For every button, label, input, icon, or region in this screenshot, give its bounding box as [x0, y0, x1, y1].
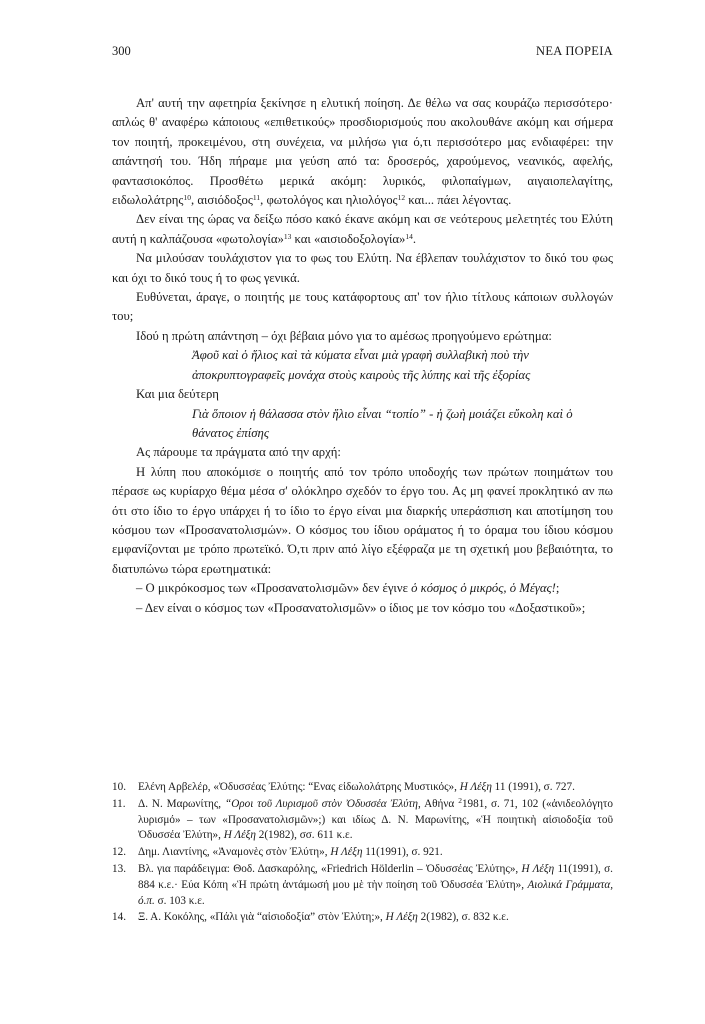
paragraph: Απ' αυτή την αφετηρία ξεκίνησε η ελυτική ποίηση. Δε θέλω να σας κουράζω περισσότερο· απλώς θ' αναφέρω κάποιους «επιθετικούς» προσδιορισμούς που ακολουθάνε ακόμη και σήμερα τον ποιητή, προκειμένου, στη συνέχεια, να μιλήσω για ό,τι περισσότερο μας ενδιαφέρει: την απάντησή του. Ήδη πήραμε μια γεύση από τα: δροσερός, χαρούμενος, νεανικός, αφελής, φαντασιοκόπος. Προσθέτω μερικά ακόμη: λυρικός, φιλοπαίγμων, αιγαιοπελαγίτης, ειδωλολάτρης$^{10}$, αισιόδοξος$^{11}$, φωτολόγος και ηλιολόγος$^{12}$ και... πάει λέγοντας.: [112, 96, 613, 208]
main-text: [112, 94, 613, 618]
poem-quote: Γιὰ ὅποιον ἡ θάλασσα στὸν ἥλιο εἶναι “τοπίο” - ἡ ζωὴ μοιάζει εὔκολη καὶ ὁ θάνατος ἐπίσης: [192, 406, 573, 440]
paragraph: Η λύπη που αποκόμισε ο ποιητής από τον τρόπο υποδοχής των πρώτων ποιημάτων του πέρασε ως κυρίαρχο θέμα μέσα σ' ολόκληρο σχεδόν το έργο του. Ας μη φανεί προκλητικό αν πω ότι στο ίδιο το έργο υπάρχει ή το ίδιο το έργο είναι μια διαρκής υπεράσπιση και αποτίμηση του κόσμου των «Προσανατολισμών». Ο κόσμος του ίδιου οράματος ή το όραμα του ίδιου κόσμου εμφανίζονται με τρόπο πρωτεϊκό. Ό,τι πριν από λίγο εξέφραζα με τη σχετική μου βεβαιότητα, το διατυπώνω τώρα ερωτηματικά:: [112, 464, 613, 576]
footnote: 14. Ξ. Α. Κοκόλης, «Πάλι γιὰ “αἰσιοδοξία” στὸν Ἐλύτη;», Η Λέξη 2(1982), σ. 832 κ.ε.: [112, 911, 509, 924]
footnote-ref: 10: [183, 193, 191, 203]
footnote-ref: 14: [405, 231, 413, 241]
paragraph: Ιδού η πρώτη απάντηση – όχι βέβαια μόνο για το αμέσως προηγούμενο ερώτημα:: [136, 328, 552, 343]
footnotes: [112, 780, 613, 927]
footnote-ref: 13: [283, 231, 292, 241]
dash-question: – Δεν είναι ο κόσμος των «Προσανατολισμῶν» ο ίδιος με τον κόσμο του «Δοξαστικοῦ»;: [136, 600, 586, 615]
page-header: [112, 44, 613, 64]
paragraph: Δεν είναι της ώρας να δείξω πόσο κακό έκανε ακόμη και σε νεότερους μελετητές του Ελύτη αυτή η καλπάζουσα «φωτολογία»$^{13}$ και «αισιοδοξολογία»$^{14}$.: [112, 212, 613, 246]
footnote-ref: 12: [397, 193, 406, 203]
page-number: 300: [112, 44, 131, 58]
poem-quote: Ἀφοῦ καὶ ὁ ἥλιος καὶ τὰ κύματα εἶναι μιὰ γραφὴ συλλαβικὴ ποὺ τὴν ἀποκρυπτογραφεῖς μονάχα στοὺς καιροὺς τῆς λύπης καὶ τῆς ἐξορίας: [192, 348, 531, 382]
dash-question: – Ο μικρόκοσμος των «Προσανατολισμῶν» δεν έγινε ὁ κόσμος ὁ μικρός, ὁ Μέγας!;: [136, 581, 560, 596]
paragraph: Και μια δεύτερη: [136, 387, 219, 402]
footnote-ref: 11: [252, 193, 261, 203]
paragraph: Ας πάρουμε τα πράγματα από την αρχή:: [136, 445, 341, 460]
paragraph: Να μιλούσαν τουλάχιστον για το φως του Ελύτη. Να έβλεπαν τουλάχιστον το δικό του φως και όχι το δικό τους ή το φως γενικά.: [112, 251, 613, 285]
running-title: ΝΕΑ ΠΟΡΕΙΑ: [536, 44, 613, 58]
footnote: 10. Ελένη Αρβελέρ, «Ὀδυσσέας Ἐλύτης: “Ενας εἰδωλολάτρης Μυστικός», Η Λέξη 11 (1991), σ. 727.: [112, 781, 575, 793]
paragraph: Ευθύνεται, άραγε, ο ποιητής με τους κατάφορτους απ' τον ήλιο τίτλους κάποιων συλλογών του;: [112, 290, 613, 324]
footnote: 12. Δημ. Λιαντίνης, «Ἀναμονὲς στὸν Ἐλύτη», Η Λέξη 11(1991), σ. 921.: [112, 846, 443, 859]
footnote: 13. Βλ. για παράδειγμα: Θοδ. Δασκαρόλης, «Friedrich Hölderlin – Ὀδυσσέας Ἐλύτης», Η Λέξη 11(1991), σ. 884 κ.ε.· Εύα Κόπη «Ἡ πρώτη ἀντάμωσή μου μὲ τὴν ποίηση τοῦ Ὀδυσσέα Ἐλύτη», Αιολικά Γράμματα, ό.π. σ. 103 κ.ε.: [112, 862, 613, 907]
footnote: 11. Δ. Ν. Μαρωνίτης, “Οροι τοῦ Λυρισμοῦ στὸν Ὀδυσσέα Ἐλύτη, Αθήνα $^2$1981, σ. 71, 102 («ἀνιδεολόγητο λυρισμό» – των «Προσανατολισμῶν»;) και ιδίως Δ. Ν. Μαρωνίτης, «Ἡ ποιητικὴ αἰσιοδοξία τοῦ Ὀδυσσέα Ἐλύτη», Η Λέξη 2(1982), σσ. 611 κ.ε.: [112, 795, 614, 842]
